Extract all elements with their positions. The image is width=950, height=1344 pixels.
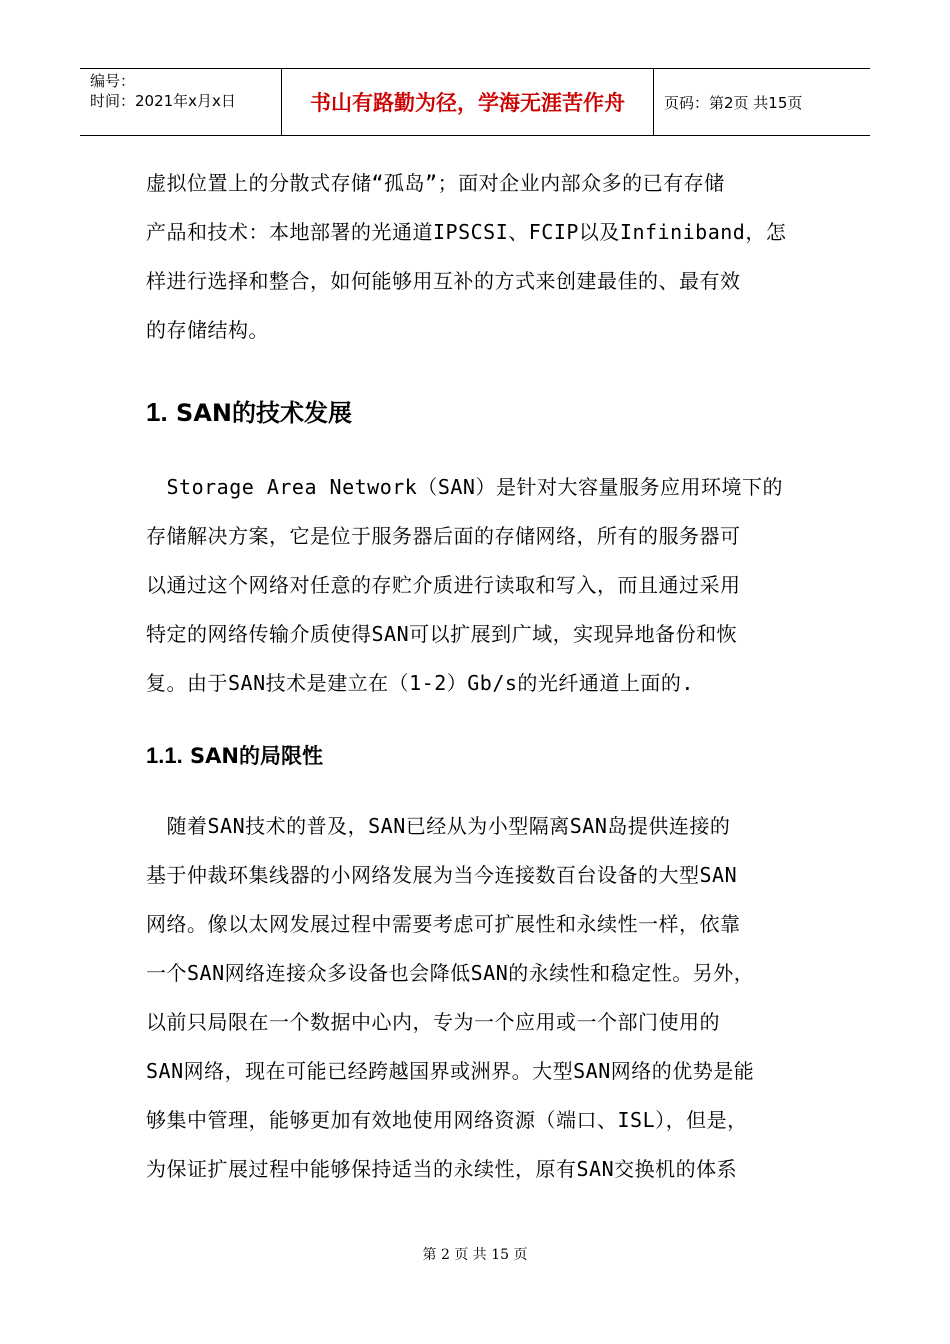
paragraph-line: Storage Area Network（SAN）是针对大容量服务应用环境下的	[146, 475, 783, 499]
section-title: SAN的局限性	[190, 744, 323, 768]
paragraph-line: 为保证扩展过程中能够保持适当的永续性，原有SAN交换机的体系	[146, 1157, 738, 1181]
paragraph-line: 以通过这个网络对任意的存贮介质进行读取和写入，而且通过采用	[146, 573, 741, 597]
section11-paragraph	[146, 802, 810, 1194]
page-header	[80, 68, 870, 136]
number-label: 编号：	[90, 72, 136, 90]
intro-paragraph	[146, 159, 810, 355]
section1-paragraph	[146, 463, 810, 708]
paragraph-line: 以前只局限在一个数据中心内，专为一个应用或一个部门使用的	[146, 1010, 720, 1034]
paragraph-line: 随着SAN技术的普及，SAN已经从为小型隔离SAN岛提供连接的	[146, 814, 731, 838]
page-footer: 第 2 页 共 15 页	[422, 1247, 528, 1263]
section-heading-1	[146, 393, 352, 428]
header-meta	[80, 69, 282, 135]
section-number: 1.1.	[146, 743, 183, 768]
header-page-label: 页码：第2页 共15页	[664, 93, 803, 112]
paragraph-line: 虚拟位置上的分散式存储“孤岛”；面对企业内部众多的已有存储	[146, 171, 725, 195]
section-title: SAN的技术发展	[176, 399, 352, 427]
header-motto: 书山有路勤为径，学海无涯苦作舟	[282, 69, 654, 135]
paragraph-line: 够集中管理，能够更加有效地使用网络资源（端口、ISL），但是，	[146, 1108, 748, 1132]
section-number: 1.	[146, 397, 168, 427]
paragraph-line: 网络。像以太网发展过程中需要考虑可扩展性和永续性一样，依靠	[146, 912, 741, 936]
paragraph-line: SAN网络，现在可能已经跨越国界或洲界。大型SAN网络的优势是能	[146, 1059, 755, 1083]
paragraph-line: 存储解决方案，它是位于服务器后面的存储网络，所有的服务器可	[146, 524, 741, 548]
paragraph-line: 一个SAN网络连接众多设备也会降低SAN的永续性和稳定性。另外，	[146, 961, 755, 985]
paragraph-line: 特定的网络传输介质使得SAN可以扩展到广域，实现异地备份和恢	[146, 622, 738, 646]
paragraph-line: 复。由于SAN技术是建立在（1-2）Gb/s的光纤通道上面的.	[146, 671, 694, 695]
time-label: 时间：2021年x月x日	[90, 92, 236, 110]
paragraph-line: 样进行选择和整合，如何能够用互补的方式来创建最佳的、最有效	[146, 269, 741, 293]
paragraph-line: 基于仲裁环集线器的小网络发展为当今连接数百台设备的大型SAN	[146, 863, 738, 887]
section-heading-1-1	[146, 740, 323, 770]
paragraph-line: 产品和技术：本地部署的光通道IPSCSI、FCIP以及Infiniband，怎	[146, 220, 787, 244]
paragraph-line: 的存储结构。	[146, 318, 269, 342]
